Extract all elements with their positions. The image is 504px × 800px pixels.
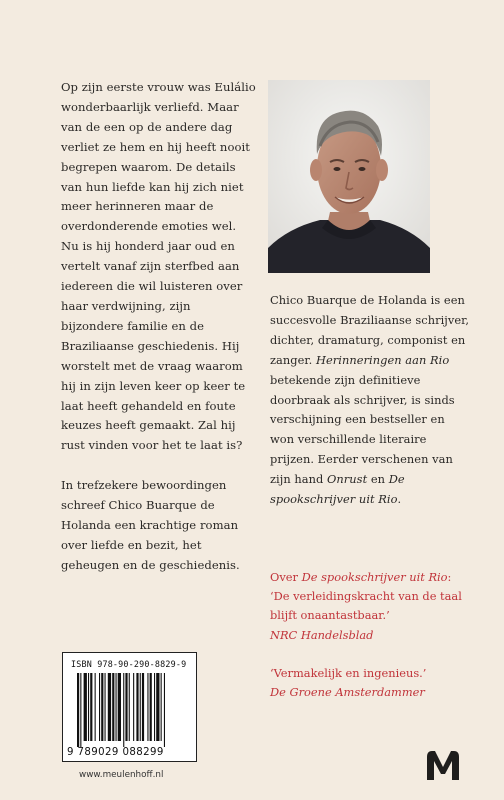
barcode-bars xyxy=(77,673,185,747)
bio-text-4: . xyxy=(397,492,402,507)
bio-title-1: Herinneringen aan Rio xyxy=(316,352,450,367)
bio-text-2: betekende zijn definitieve doorbraak als schrijver, is sinds verschijning een bestseller en won verschillende literaire prijzen. Eerder verschenen van zijn hand xyxy=(270,372,455,487)
isbn-digits: 9 789029 088299 xyxy=(67,747,164,758)
quote-2-source: De Groene Amsterdammer xyxy=(270,685,425,700)
author-photo xyxy=(268,80,430,273)
bio-title-2: Onrust xyxy=(327,472,368,487)
bio-title-3: De spookschrijver uit Rio xyxy=(270,472,405,507)
quote-1-colon: : xyxy=(447,570,452,584)
press-quotes xyxy=(270,568,475,702)
author-bio-text xyxy=(270,291,470,510)
quote-1-text: ‘De verleidingskracht van de taal blijft onaantastbaar.’ xyxy=(270,589,462,623)
author-bio xyxy=(270,291,470,510)
press-quote-1 xyxy=(270,568,475,645)
quote-2-text: ‘Vermakelijk en ingenieus.’ xyxy=(270,665,427,680)
blurb xyxy=(61,78,256,576)
publisher-website: www.meulenhoff.nl xyxy=(79,770,164,780)
bio-text-3: en xyxy=(367,472,389,487)
quote-1-title: De spookschrijver uit Rio xyxy=(301,570,448,584)
isbn-label: ISBN 978-90-290-8829-9 xyxy=(71,659,187,669)
blurb-paragraph-2: In trefzekere bewoordingen schreef Chico Buarque de Holanda een krachtige roman over liefde en bezit, het geheugen en de geschiedenis. xyxy=(61,478,240,572)
blurb-paragraph-1: Op zijn eerste vrouw was Eulálio wonderbaarlijk verliefd. Maar van de een op de andere dag verliet ze hem en hij heeft nooit begrepen waarom. De details van hun liefde kan hij zich niet meer herinneren maar de overdonderende emoties wel. Nu is hij honderd jaar oud en vertelt vanaf zijn sterfbed aan iedereen die wil luisteren over haar verdwijning, zijn bijzondere familie en de Braziliaanse geschiedenis. Hij worstelt met de vraag waarom hij in zijn leven keer op keer te laat heeft gehandeld en foute keuzes heeft gemaakt. Zal hij rust vinden voor het te laat is? xyxy=(61,80,256,453)
publisher-logo xyxy=(425,749,461,781)
bio-text-1: Chico Buarque de Holanda is een succesvolle Braziliaanse schrijver, dichter, dramaturg, componist en zanger. xyxy=(270,293,470,367)
quote-1-source: NRC Handelsblad xyxy=(270,627,374,642)
quote-1-intro: Over xyxy=(270,570,302,584)
isbn-barcode xyxy=(62,652,197,762)
press-quote-2 xyxy=(270,664,475,702)
